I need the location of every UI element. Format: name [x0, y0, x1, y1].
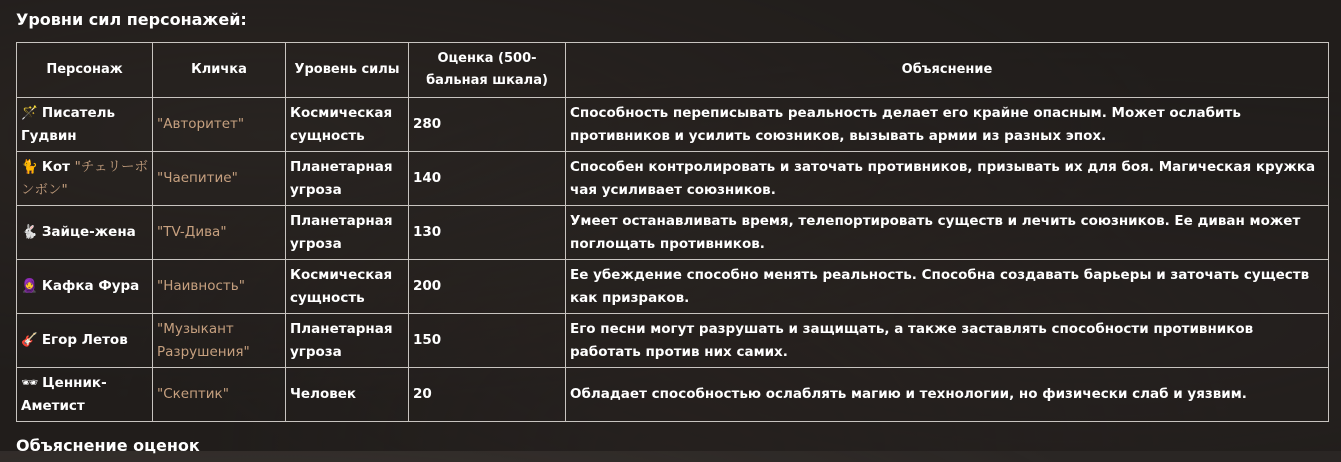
guitar-icon: 🎸 [21, 332, 38, 348]
cell-score: 130 [409, 206, 566, 260]
cell-power-level: Человек [286, 368, 409, 422]
cell-score: 280 [409, 98, 566, 152]
table-row [17, 368, 1329, 422]
cell-nickname: "Наивность" [153, 260, 286, 314]
cell-score: 150 [409, 314, 566, 368]
character-name: Писатель Гудвин [21, 104, 116, 144]
cell-character [17, 314, 153, 368]
table-row [17, 206, 1329, 260]
cell-explanation: Способность переписывать реальность делает его крайне опасным. Может ослабить противников и усилить союзников, вызывать армии из разных эпох. [566, 98, 1329, 152]
cell-character [17, 368, 153, 422]
header-nickname: Кличка [153, 43, 286, 98]
cell-explanation: Умеет останавливать время, телепортировать существ и лечить союзников. Ее диван может поглощать противников. [566, 206, 1329, 260]
cell-power-level: Планетарная угроза [286, 314, 409, 368]
document-content [16, 0, 1329, 455]
cell-nickname: "Авторитет" [153, 98, 286, 152]
cell-character [17, 98, 153, 152]
table-header-row [17, 43, 1329, 98]
cell-character [17, 152, 153, 206]
cell-score: 200 [409, 260, 566, 314]
table-row [17, 152, 1329, 206]
magic-wand-icon: 🪄 [21, 104, 38, 121]
cell-power-level: Планетарная угроза [286, 206, 409, 260]
cell-power-level: Планетарная угроза [286, 152, 409, 206]
cell-explanation: Ее убеждение способно менять реальность. Способна создавать барьеры и заточать существ как призраков. [566, 260, 1329, 314]
character-name: Зайце-жена [41, 224, 136, 240]
header-power-level: Уровень силы [286, 43, 409, 98]
woman-icon: 🧕 [21, 278, 38, 294]
cell-explanation: Способен контролировать и заточать противников, призывать их для боя. Магическая кружка чая усиливает союзников. [566, 152, 1329, 206]
cell-nickname: "TV-Дива" [153, 206, 286, 260]
cell-explanation: Обладает способностью ослаблять магию и технологии, но физически слаб и уязвим. [566, 368, 1329, 422]
cell-score: 140 [409, 152, 566, 206]
character-name: Егор Летов [41, 332, 128, 348]
table-row [17, 314, 1329, 368]
next-section-heading: Объяснение оценок [16, 436, 200, 455]
rabbit-icon: 🐇 [21, 224, 38, 240]
table-row [17, 98, 1329, 152]
cell-nickname: "Музыкант Разрушения" [153, 314, 286, 368]
power-levels-table [16, 42, 1329, 422]
section-heading: Уровни сил персонажей: [16, 10, 247, 29]
cell-power-level: Космическая сущность [286, 260, 409, 314]
cell-power-level: Космическая сущность [286, 98, 409, 152]
cell-character [17, 206, 153, 260]
cell-score: 20 [409, 368, 566, 422]
header-character: Персонаж [17, 43, 153, 98]
header-score: Оценка (500-бальная шкала) [409, 43, 566, 98]
cell-explanation: Его песни могут разрушать и защищать, а также заставлять способности противников работать против них самих. [566, 314, 1329, 368]
cat-icon: 🐈 [21, 158, 38, 175]
cell-nickname: "Чаепитие" [153, 152, 286, 206]
cell-nickname: "Скептик" [153, 368, 286, 422]
character-name-extra: "チェリーボンボン" [21, 158, 148, 198]
table-row [17, 260, 1329, 314]
sunglasses-icon: 🕶 [21, 374, 39, 391]
character-name: Кафка Фура [41, 278, 140, 294]
character-name: Кот [41, 158, 70, 175]
header-explanation: Объяснение [566, 43, 1329, 98]
character-name: Ценник-Аметист [21, 374, 107, 414]
cell-character [17, 260, 153, 314]
table-body [17, 98, 1329, 422]
